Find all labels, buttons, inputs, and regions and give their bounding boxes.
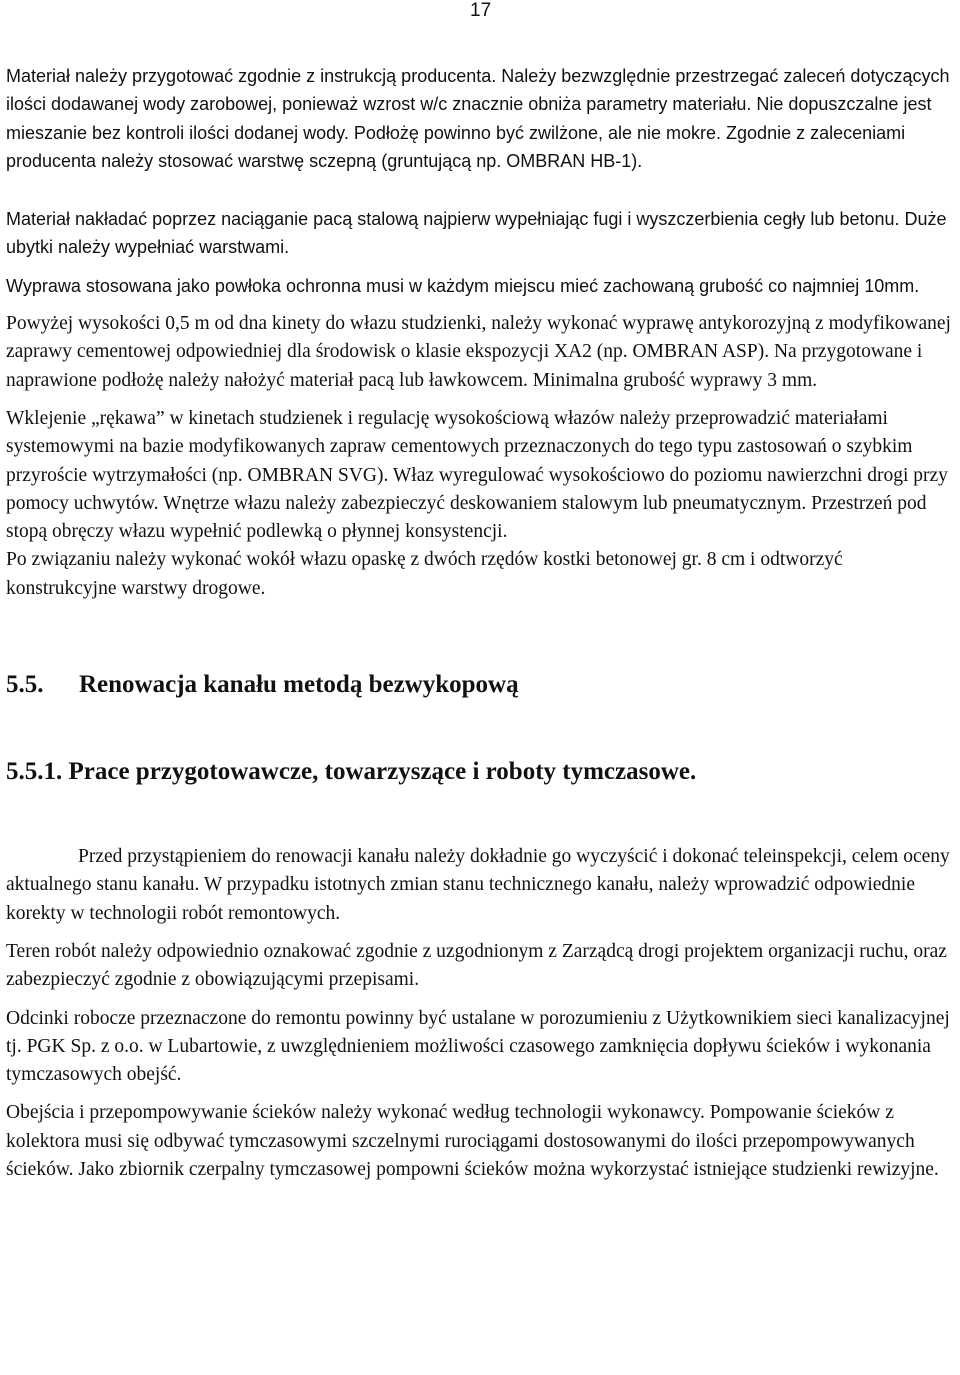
paragraph-work-area-marking: Teren robót należy odpowiednio oznakować zgodnie z uzgodnionym z Zarządcą drogi projektem organizacji ruchu, oraz zabezpieczyć zgodnie z obowiązującymi przepisami. bbox=[6, 940, 947, 991]
paragraph-material-preparation: Materiał należy przygotować zgodnie z instrukcją producenta. Należy bezwzględnie przestrzegać zaleceń dotyczących ilości dodawanej wody zarobowej, ponieważ wzrost w/c znacznie obniża parametry materiału. Nie dopuszczalne jest mieszanie bez kontroli ilości dodanej wody. Podłożę powinno być zwilżone, ale nie mokre. Zgodnie z zaleceniami producenta należy stosować warstwę sczepną (gruntującą np. OMBRAN HB-1). bbox=[6, 66, 950, 171]
section-heading-5-5-1 bbox=[6, 756, 952, 788]
document-body bbox=[6, 62, 952, 1184]
paragraph-material-application: Materiał nakładać poprzez naciąganie pacą stalową najpierw wypełniając fugi i wyszczerbienia cegły lub betonu. Duże ubytki należy wypełniać warstwami. bbox=[6, 209, 947, 258]
section-number: 5.5.1. bbox=[6, 758, 63, 786]
paragraph-sleeve-gluing: Wklejenie „rękawa” w kinetach studzienek i regulację wysokościową włazów należy przeprowadzić materiałami systemowymi na bazie modyfikowanych zapraw cementowych przeznaczonych do tego typu zastosowań o szybkim przyroście wytrzymałości (np. OMBRAN SVG). Właz wyregulować wysokościowo do poziomu nawierzchni drogi przy pomocy uchwytów. Wnętrze włazu należy zabezpieczyć deskowaniem stalowym lub pneumatycznym. Przestrzeń pod stopą obręczy włazu wypełnić podlewką o płynnej konsystencji. bbox=[6, 407, 948, 543]
paragraph-manhole-collar: Po związaniu należy wykonać wokół włazu opaskę z dwóch rzędów kostki betonowej gr. 8 cm i odtworzyć konstrukcyjne warstwy drogowe. bbox=[6, 549, 843, 599]
section-title: Renowacja kanału metodą bezwykopową bbox=[79, 671, 519, 699]
page-number: 17 bbox=[470, 0, 492, 21]
paragraph-cleaning-inspection: Przed przystąpieniem do renowacji kanału należy dokładnie go wyczyścić i dokonać teleinspekcji, celem oceny aktualnego stanu kanału. W przypadku istotnych zmian stanu technicznego kanału, należy wprowadzić odpowiednie korekty w technologii robót remontowych. bbox=[6, 846, 950, 924]
section-number: 5.5. bbox=[6, 671, 44, 699]
section-heading-5-5 bbox=[6, 669, 952, 701]
section-title: Prace przygotowawcze, towarzyszące i roboty tymczasowe. bbox=[68, 758, 697, 786]
paragraph-work-sections: Odcinki robocze przeznaczone do remontu powinny być ustalane w porozumieniu z Użytkownikiem sieci kanalizacyjnej tj. PGK Sp. z o.o. w Lubartowie, z uwzględnieniem możliwości czasowego zamknięcia dopływu ścieków i wykonania tymczasowych obejść. bbox=[6, 1007, 950, 1086]
paragraph-anticorrosion-plaster: Powyżej wysokości 0,5 m od dna kinety do włazu studzienki, należy wykonać wyprawę antykorozyjną z modyfikowanej zaprawy cementowej odpowiedniej dla środowisk o klasie ekspozycji XA2 (np. OMBRAN ASP). Na przygotowane i naprawione podłożę należy nałożyć materiał pacą lub ławkowcem. Minimalna grubość wyprawy 3 mm. bbox=[6, 313, 951, 391]
paragraph-sewage-bypass: Obejścia i przepompowywanie ścieków należy wykonać według technologii wykonawcy. Pompowanie ścieków z kolektora musi się odbywać tymczasowymi szczelnymi rurociągami dostosowanymi do ilości przepompowywanych ścieków. Jako zbiornik czerpalny tymczasowej pompowni ścieków można wykorzystać istniejące studzienki rewizyjne. bbox=[6, 1102, 939, 1181]
paragraph-coating-thickness: Wyprawa stosowana jako powłoka ochronna musi w każdym miejscu mieć zachowaną grubość co najmniej 10mm. bbox=[6, 275, 920, 296]
